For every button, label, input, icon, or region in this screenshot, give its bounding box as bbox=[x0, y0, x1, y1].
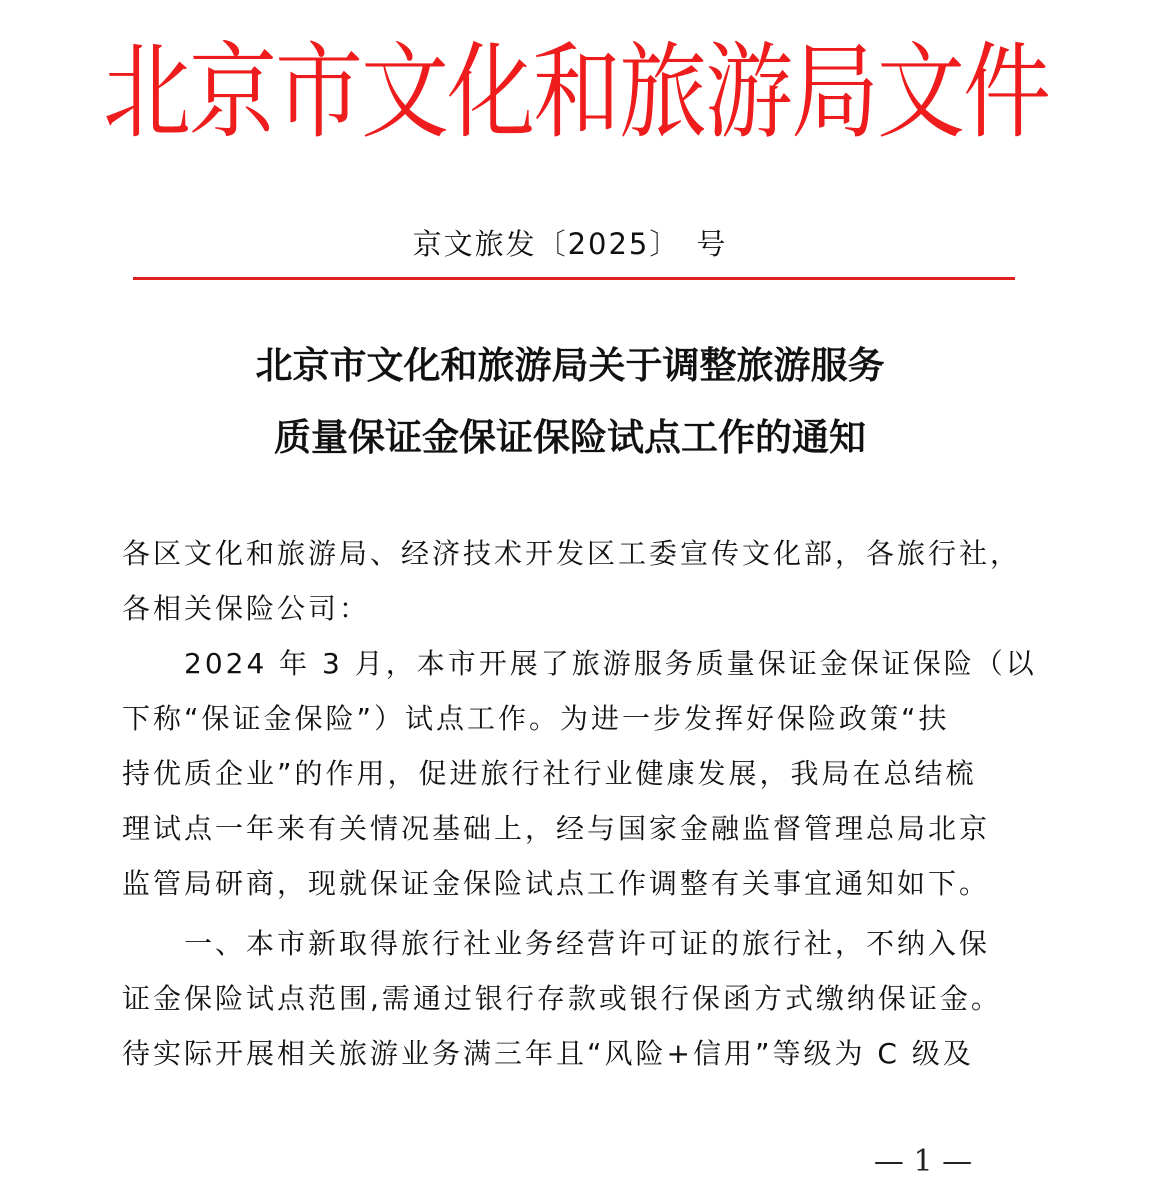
red-separator-line bbox=[133, 277, 1015, 280]
issuer-masthead: 北京市文化和旅游局文件 bbox=[102, 31, 1049, 153]
document-number bbox=[0, 222, 1140, 266]
body-line-paragraph-2-3: 待实际开展相关旅游业务满三年且“风险+信用”等级为 C 级及 bbox=[122, 1037, 974, 1070]
body-line-addressee-2: 各相关保险公司： bbox=[122, 592, 371, 625]
body-line-paragraph-1-5: 监管局研商，现就保证金保险试点工作调整有关事宜通知如下。 bbox=[122, 867, 991, 900]
body-line-paragraph-2-1: 一、本市新取得旅行社业务经营许可证的旅行社，不纳入保 bbox=[184, 927, 991, 960]
body-line-paragraph-1-4: 理试点一年来有关情况基础上，经与国家金融监督管理总局北京 bbox=[122, 812, 991, 845]
body-line-addressee-1: 各区文化和旅游局、经济技术开发区工委宣传文化部，各旅行社， bbox=[122, 537, 1022, 570]
document-title-line-2: 质量保证金保证保险试点工作的通知 bbox=[274, 416, 866, 459]
document-title-line-1: 北京市文化和旅游局关于调整旅游服务 bbox=[255, 344, 885, 387]
document-number-prefix: 京文旅发〔2025〕 bbox=[412, 227, 681, 261]
body-line-paragraph-1-3: 持优质企业”的作用，促进旅行社行业健康发展，我局在总结梳 bbox=[122, 757, 977, 790]
document-number-suffix: 号 bbox=[696, 227, 728, 261]
body-line-paragraph-1-1: 2024 年 3 月，本市开展了旅游服务质量保证金保证保险（以 bbox=[184, 647, 1037, 680]
body-line-paragraph-1-2: 下称“保证金保险”）试点工作。为进一步发挥好保险政策“扶 bbox=[122, 702, 950, 735]
body-line-paragraph-2-2: 证金保险试点范围,需通过银行存款或银行保函方式缴纳保证金。 bbox=[122, 982, 1002, 1015]
page-number: — 1 — bbox=[873, 1144, 973, 1179]
